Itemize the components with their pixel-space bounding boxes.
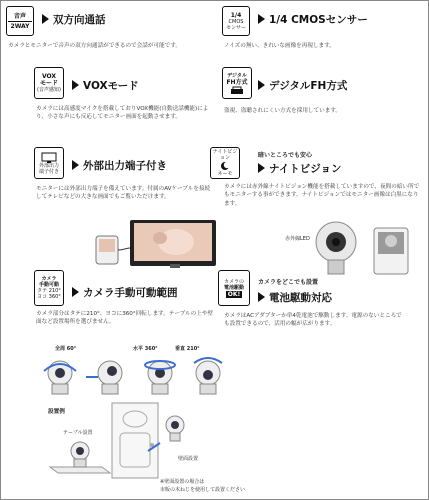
table-camera [50,442,110,473]
door [112,403,158,478]
icon-text: センサー [225,24,246,31]
arrow-icon [258,163,265,173]
title-text: 双方向通話 [53,14,106,26]
label-full-rotation: 全周 60° [55,346,77,352]
ir-led-label: 赤外線LED [285,236,310,242]
icon-text: OK! [227,290,241,298]
icon-text: デジタル [227,72,247,79]
icon-text: モード [40,80,58,87]
feature-title-vox [72,78,139,93]
arrow-icon [258,14,265,24]
icon-text: (音声感知) [37,87,61,93]
camera-4 [196,361,220,394]
wall-install-label: 壁面設置 [178,456,199,462]
icon-text: FH方式 [226,78,248,86]
feature-body-manual-cam: カメラ部分はタテに210°、ヨコに360°回転します。テーブルの上や壁面など設置場所を選びません。 [36,311,214,326]
icon-text: 2WAY [10,22,30,30]
night-vision-icon [210,147,240,179]
night-vision-subtitle: 暗いところでも安心 [258,152,312,159]
camera-3 [148,361,172,394]
install-note-line1: ※壁面設置の場合は [160,479,205,485]
arrow-icon [42,14,49,24]
feature-title-external-out [72,158,167,173]
icon-text: VOX [41,73,57,80]
icon-text: 電池駆動 [223,284,244,291]
title-text: VOXモード [83,80,139,92]
tv-and-monitor-image [90,218,220,270]
wall-camera [166,416,184,441]
icon-text: 手動可動 [38,282,59,288]
icon-text: 端子付き [38,168,59,175]
install-heading: 設置例 [48,409,65,415]
icon-text: 音声 [13,12,26,20]
battery-subtitle: カメラをどこでも設置 [258,279,319,286]
arrow-icon [258,80,265,90]
arrow-icon [72,160,79,170]
icon-text: ナイトビジョン [212,149,238,161]
label-horizontal: 水平 360° [133,346,158,352]
install-note-line2: 市販の木ねじを使用して設置ください [160,487,246,493]
monitor-output-icon [34,147,64,179]
title-text: 外部出力端子付き [83,160,167,172]
camera-2 [98,361,122,394]
title-text: ナイトビジョン [269,163,342,175]
feature-body-night-vision: カメラには赤外線ナイトビジョン機能を搭載していますので、夜間の暗い所でもモニターする事ができます。ナイトビジョンではモニター画像は白黒になります。 [224,184,420,207]
feature-body-battery: カメラはACアダプターか単4乾電池で駆動します。電源のないところでも設置できるので、活用の幅が広がります。 [224,313,402,328]
arrow-icon [72,287,79,297]
feature-body-vox: カメラには高感度マイクを搭載しておりVOX機能(自動送話機能)により、小さな声にも反応してモニター画面を起動させます。 [36,106,209,121]
icon-text: 1/4 [230,11,242,19]
feature-body-digital-fh: 盗視、盗聴されにくい方式を採用しています。 [224,108,342,114]
arrow-icon [72,80,79,90]
moon-icon [217,161,233,171]
cmos-sensor-icon [222,6,250,36]
feature-title-digital-fh [258,78,347,93]
two-way-audio-icon [6,6,34,36]
monitor-icon [41,152,57,163]
icon-divider [8,21,32,22]
feature-title-cmos [258,12,368,27]
title-text: 電池駆動対応 [269,292,332,304]
title-text: デジタルFH方式 [269,80,348,92]
battery-icon [218,270,250,306]
feature-title-battery [258,290,332,305]
night-vision-camera-image [314,218,418,278]
icon-text: CMOS [228,18,244,25]
feature-title-manual-cam [72,285,178,300]
vox-mode-icon [34,67,64,99]
table-install-label: テーブル設置 [63,430,93,436]
arrow-icon [258,292,265,302]
installation-diagram [40,395,240,480]
title-text: カメラ手動可動範囲 [83,287,178,299]
feature-body-cmos: ノイズの無い、きれいな画像を再現します。 [224,43,335,49]
feature-body-two-way: カメラとモニターで音声の双方向通話ができるので会話が可能です。 [8,43,181,49]
camera-rotation-diagram [42,355,232,397]
icon-text: タテ 210° ヨコ 360° [37,288,61,300]
icon-text: カメラ [41,276,57,282]
label-vertical: 垂直 210° [175,346,200,352]
lock-icon [229,86,245,94]
feature-body-external-out: モニターには外部出力端子を備えています。付属のAVケーブルを接続してテレビなどの大きな画面でもご覧いただけます。 [36,186,211,201]
icon-text: ネーモ [217,171,233,177]
feature-title-two-way [42,12,106,27]
camera-rotation-icon [34,270,64,306]
icon-text: カメラの [223,278,244,285]
feature-title-night-vision [258,161,342,176]
title-text: 1/4 CMOSセンサー [269,14,368,26]
icon-text: 外部出力 [38,162,59,169]
digital-fh-icon [222,67,252,99]
